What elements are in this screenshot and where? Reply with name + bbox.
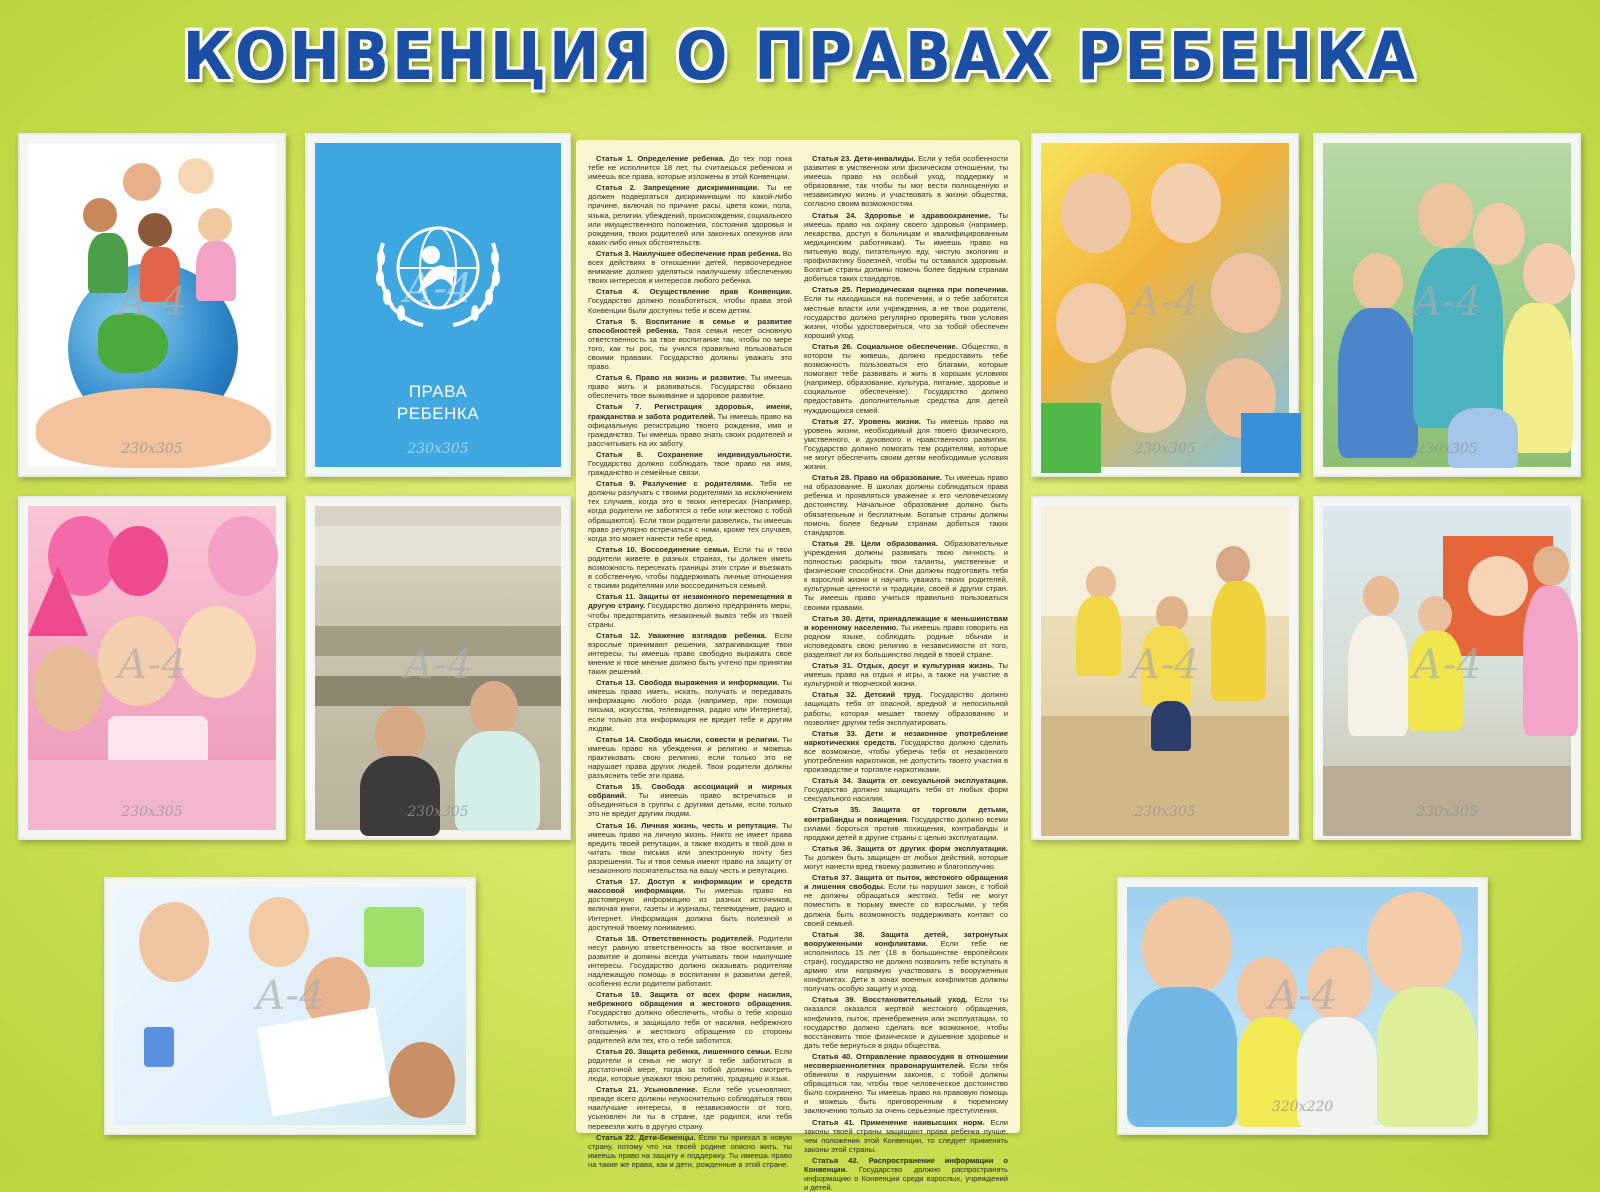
article-body: Ты имеешь право на охрану своего здоровья (например, лекарства, доступ к больницам и квалифицированным медицинским работникам). Ты имеешь право на питьевую воду, питательную еду, чистую экологию и профилактику болезней, чтобы ты оставался здоровым. Богатые страны должны помочь более бедным странам добиться таких стандартов.	[804, 210, 1009, 284]
article-paragraph	[804, 844, 1008, 871]
article-body: Если взрослые принимают решения, затрагивающие твои интересы, ты имеешь право свободно выражать свое мнение и твое мнение должно быть учтено при принятии таких решений.	[588, 630, 792, 677]
article-heading: Статья 25. Периодическая оценка при попечении.	[812, 285, 1008, 295]
article-paragraph	[588, 877, 792, 932]
photo-frame-unicef	[305, 133, 571, 477]
article-heading: Статья 26. Социальное обеспечение.	[812, 341, 958, 351]
article-body: Государство должно защищать тебя от любых форм сексуального насилия.	[804, 785, 1008, 804]
article-paragraph	[588, 479, 792, 543]
article-body: Если законы твоей страны защищают права ребенка лучше, чем положения этой Конвенции, то следует применять законы этой страны.	[804, 1117, 1008, 1154]
article-body: Если ты и твои родители живете в разных странах, ты должен иметь возможность пересекать границы этих стран и въезжать в собственную, чтобы поддерживать личные отношения с твоими родителями или воссоединиться семьей.	[588, 544, 792, 591]
article-heading: Статья 14. Свобода мысли, совести и религии.	[596, 734, 780, 744]
article-heading: Статья 19. Защита от всех форм насилия, небрежного обращения и жестокого обращения.	[588, 990, 792, 1009]
article-paragraph	[804, 729, 1008, 774]
article-body: До тех пор пока тебе не исполнится 18 лет, ты считаешься ребенком и имеешь все права, которые изложены в этой Конвенции.	[588, 154, 792, 182]
article-paragraph	[804, 285, 1008, 340]
article-body: Ты имеешь право на образование. В школах должны соблюдаться права ребенка и проявляться уважение к его человеческому достоинству. Начальное образование должно быть обязательным и бесплатным. Богатые страны должны помочь более бедным странам добиться таких стандартов.	[804, 473, 1009, 537]
article-body: Образовательные учреждения должны развивать твою личность и полностью раскрыть твои таланты, умственные и физические способности. Они должны подготовить тебя к взрослой жизни и научить уважать твоих родителей, культурные ценности и традиции, своей и других стран. Ты имеешь право учиться правильно пользоваться своими правами.	[804, 538, 1008, 612]
article-body: Если тебе не исполнилось 15 лет (18 в большинстве европейских стран), государство не должно позволить тебе вступать в армию или напрямую участвовать в вооруженных конфликтах. Дети в зонах военных конфликтов должны получать особую защиту и уход.	[804, 938, 1008, 994]
article-heading: Статья 39. Восстановительный уход.	[812, 995, 968, 1005]
article-paragraph	[588, 287, 792, 314]
poster-label-line2: РЕБЕНКА	[396, 404, 480, 423]
article-heading: Статья 41. Применение наивысших норм.	[812, 1117, 985, 1127]
article-heading: Статья 34. Защита от сексуальной эксплуатации.	[812, 776, 1008, 786]
article-body: Государство должно обеспечить, чтобы о тебе хорошо заботились, и защищало тебя от насилия, небрежного отношения и жестокого обращения со стороны родителей или тех, кто о тебе заботится.	[588, 1008, 792, 1045]
article-heading: Статья 1. Определение ребенка.	[596, 154, 726, 163]
size-label: 230x305	[121, 804, 183, 820]
article-heading: Статья 35. Защита от торговли детьми, контрабанды и похищения.	[804, 805, 1008, 824]
article-body: Ты имеешь право на личную жизнь. Никто не имеет права вредить твоей репутации, а также входить в твой дом и читать твои письма или электронную почту без разрешения. Ты и твоя семья имеют право на защиту от незаконного посягательства на вашу честь и репутацию.	[588, 820, 792, 876]
size-label: 320x220	[1271, 1099, 1334, 1115]
size-label: 230x305	[1134, 804, 1196, 820]
size-label: 230x305	[407, 441, 469, 457]
article-heading: Статья 23. Дети-инвалиды.	[812, 154, 916, 163]
article-paragraph	[804, 873, 1008, 928]
article-paragraph	[588, 402, 792, 447]
article-paragraph	[588, 631, 792, 676]
article-body: Если родители и семья не могут о тебе заботиться в достаточной мере, тогда за тобой должны смотреть люди, которые уважают твою религию, традицию и язык.	[588, 1046, 793, 1084]
article-paragraph	[588, 183, 792, 247]
article-body: Государство должно распространять информацию о Конвенции среди взрослых, учреждений и детей.	[804, 1165, 1008, 1192]
article-heading: Статья 37. Защита от пыток, жестокого обращения и лишения свободы.	[804, 873, 1008, 892]
article-body: Ты не должен подвергаться дискриминации по какой-либо причине, включая по причине расы, цвета кожи, пола, языка, религии, убеждений, происхождения, социального или имущественного положения, состояния здоровья и рождения, твоих родителей или законных опекунов или каких-либо иных обстоятельств.	[588, 183, 792, 247]
article-heading: Статья 32. Детский труд.	[812, 690, 923, 700]
watermark: А-4	[1130, 642, 1200, 689]
article-heading: Статья 17. Доступ к информации и средств массовой информации.	[588, 877, 792, 896]
article-paragraph	[804, 614, 1008, 659]
article-paragraph	[804, 417, 1008, 472]
photo-frame-kids-table	[104, 877, 476, 1135]
article-paragraph	[588, 545, 792, 590]
article-body: Во всех действиях в отношении детей, первоочередное внимание должно уделяться наилучшему обеспечению твоих интересов и интересов любого ребенка.	[588, 248, 792, 286]
article-heading: Статья 38. Защита детей, затронутых вооруженными конфликтами.	[804, 929, 1008, 948]
article-heading: Статья 27. Уровень жизни.	[812, 416, 921, 426]
article-body: Государство должно сделать все возможное, чтобы уберечь тебя от незаконного употребления наркотиков, не допустить твоего участия в производстве и торговле наркотиками.	[804, 737, 1008, 775]
articles-column-left	[588, 154, 793, 1169]
photo-frame-classroom	[305, 496, 571, 840]
article-heading: Статья 42. Распространение информации о Конвенции.	[804, 1155, 1008, 1175]
article-heading: Статья 30. Дети, принадлежащие к меньшинствам и коренному населению.	[804, 613, 1008, 632]
watermark: А-4	[1412, 279, 1482, 326]
article-body: Ты имеешь право на отдых и игры, а также на участие в культурной и творческой жизни.	[804, 661, 1008, 689]
article-body: Если ты оказался оказался жертвой жестокого обращения, конфликта, пыток, пренебрежения или эксплуатации, то государство должно сделать все возможное, чтобы восстановить твое физическое и душевное здоровье и дать тебе вернуться в ряды общества.	[804, 995, 1008, 1050]
article-heading: Статья 28. Право на образование.	[812, 473, 943, 483]
watermark: А-4	[255, 972, 325, 1019]
article-paragraph	[804, 995, 1008, 1050]
photo-frame-kids-looking-down	[1117, 877, 1488, 1135]
article-heading: Статья 3. Наилучшее обеспечение прав ребенка.	[596, 248, 781, 258]
size-label: 230x305	[121, 441, 183, 457]
watermark: А-4	[403, 642, 473, 689]
article-heading: Статья 2. Запрещение дискриминации.	[596, 183, 760, 193]
article-body: Если ты находишься на попечении, и о тебе заботятся местные власти или учреждения, а не твои родители, государство должно регулярно проверять твои условия жизни, чтобы удостовериться, что за тобой обеспечен хороший уход.	[804, 294, 1008, 340]
article-paragraph	[804, 342, 1008, 415]
article-paragraph	[588, 990, 792, 1045]
article-body: Общество, в котором ты живешь, должно предоставить тебе возможность пользоваться его благами, которые помогают тебе развивать и жить в хороших условиях (например, образование, культура, питание, здоровье и социальное обеспечение). Государство должно предоставить дополнительные средства для детей нуждающихся семей.	[804, 341, 1009, 415]
article-paragraph	[588, 735, 792, 780]
watermark: А-4	[403, 266, 473, 313]
article-body: Твоя семья несет основную ответственность за твое воспитание так, чтобы по мере того, как ты рос, ты учился правильно пользоваться своими правами. Государство должны уважать это право.	[588, 325, 792, 372]
article-body: Ты имеешь право встречаться и объединяться в группы с другими детьми, если только это не вредит другим людям.	[588, 791, 792, 819]
article-heading: Статья 6. Право на жизнь и развитие.	[596, 373, 748, 383]
article-paragraph	[804, 776, 1008, 803]
convention-text-panel	[576, 140, 1020, 1192]
article-paragraph	[804, 154, 1008, 209]
article-paragraph	[804, 1052, 1008, 1116]
article-body: Государство должно защищать тебя от опасной, вредной и непосильной работы, которая мешает твоему образованию и позволяет другим тебя эксплуатировать.	[804, 690, 1008, 727]
article-heading: Статья 21. Усыновление.	[596, 1085, 698, 1095]
article-heading: Статья 33. Дети и незаконное употребление наркотических средств.	[804, 728, 1008, 747]
watermark: А-4	[1267, 972, 1338, 1019]
article-heading: Статья 29. Цели образования.	[812, 538, 938, 548]
photo-frame-globe	[18, 133, 286, 477]
article-paragraph	[804, 690, 1008, 726]
article-heading: Статья 12. Уважение взглядов ребенка.	[596, 630, 767, 640]
articles-column-right	[804, 154, 1009, 1192]
article-body: Если у тебя особенности развития в умственном или физическом отношении, ты имеешь право на особый уход, поддержку и образование, так чтобы ты мог вести полноценную и независимую жизнь и участвовать в жизни общества, согласно своим возможностям.	[804, 154, 1008, 209]
article-heading: Статья 15. Свобода ассоциаций и мирных собраний.	[588, 782, 792, 801]
article-heading: Статья 31. Отдых, досуг и культурная жизнь.	[812, 661, 995, 671]
article-paragraph	[804, 1118, 1008, 1154]
article-body: Если ты приехал в новую страну, потому что на твоей родине опасно жить, ты имеешь право на защиту и поддержку. Ты имеешь право на такие же права, как и дети, рожденные в этой стране.	[588, 1132, 793, 1169]
article-body: Тебя не должны разлучать с твоими родителями за исключением тех случаев, когда это в твоих интересах (Например, когда родители не заботятся о тебе или жестоко с тобой обращаются). Если твои родители развелись, ты имеешь право регулярно встречаться с ними, кроме тех случаев, когда это может нанести тебе вред.	[588, 479, 792, 543]
article-paragraph	[588, 934, 792, 989]
article-body: Ты должен быть защищен от любых действий, которые могут нанести вред твоему развитию и благополучию.	[804, 852, 1008, 872]
article-paragraph	[588, 154, 792, 181]
article-heading: Статья 8. Сохранение индивидуальности.	[596, 449, 792, 459]
article-body: Государство должно предпринять меры, чтобы предотвратить незаконный вывоз тебя из твоей страны.	[588, 601, 792, 629]
article-paragraph	[804, 661, 1008, 688]
poster-label-line1: ПРАВА	[408, 382, 468, 401]
article-body: Ты имеешь право на убеждения и религию и можешь практиковать свою религию, если только это не нарушает права других людей. Твои родители должны разъяснить тебе эти права.	[588, 734, 792, 781]
poster-label	[315, 381, 561, 425]
article-heading: Статья 40. Отправление правосудия в отношении несовершеннолетних правонарушителей.	[804, 1051, 1008, 1070]
article-heading: Статья 9. Разлучение с родителями.	[596, 479, 753, 489]
article-body: Ты имеешь право жить и развиваться. Государство обязано обеспечить твое выживание и здоровое развитие.	[588, 373, 792, 401]
article-paragraph	[588, 1047, 792, 1083]
article-heading: Статья 4. Осуществление прав Конвенции.	[596, 287, 792, 297]
size-label: 230x305	[407, 804, 469, 820]
article-heading: Статья 22. Дети-беженцы.	[596, 1132, 696, 1142]
article-paragraph	[588, 1085, 792, 1130]
article-paragraph	[804, 930, 1008, 994]
article-heading: Статья 36. Защита от других форм эксплуатации.	[812, 843, 1008, 853]
article-body: Государство должно соблюдать твое право на имя, гражданство и семейные связи.	[588, 459, 792, 478]
article-heading: Статья 20. Защита ребенка, лишенного семьи.	[596, 1046, 773, 1056]
article-paragraph	[588, 450, 792, 477]
article-paragraph	[588, 373, 792, 400]
size-label: 230x305	[1416, 804, 1478, 820]
article-body: Ты имеешь право говорить на родном языке, соблюдать родные обычаи и исповедовать свою религию в независимости от того, разделяют ли их большинство людей в твоей стране.	[804, 622, 1008, 659]
watermark: А-4	[117, 279, 187, 326]
article-body: Ты имеешь право на официальную регистрацию твоего рождения, имя и гражданство. Ты имеешь право знать своих родителей и рассчитывать на их заботу.	[588, 411, 792, 448]
article-body: Если тебе усыновляют, прежде всего должны неукоснительно соблюдаться твои наилучшие интересы, в независимости от того, усыновлен ли ты в стране, где родился, или тебя перевезли жить в другую страну.	[588, 1085, 792, 1131]
article-paragraph	[588, 1133, 792, 1169]
article-body: Ты имеешь право иметь, искать, получать и передавать информацию любого рода (например, при помощи письма, искусства, телевидения, радио или Интернета), если только эта информация не вредит тебе и другим людям.	[588, 678, 792, 733]
article-body: Если тебя обвинили в нарушении законов, с тобой должны обращаться так, чтобы твое человеческое достоинство было сохранено. Ты имеешь право на правовую помощь и можешь быть приговоренным к тюремному заключению только за очень серьезные преступления.	[804, 1061, 1008, 1116]
article-paragraph	[588, 821, 792, 876]
article-body: Государство должно позаботиться, чтобы права этой Конвенции были доступны тебе и всем детям.	[588, 296, 792, 315]
article-paragraph	[588, 782, 792, 818]
size-label: 230x305	[1416, 441, 1478, 457]
article-heading: Статья 7. Регистрация здоровья, имени, гражданства и забота родителей.	[588, 402, 792, 421]
article-paragraph	[804, 211, 1008, 284]
article-paragraph	[804, 473, 1008, 537]
watermark: А-4	[1130, 279, 1200, 326]
article-heading: Статья 11. Защиты от незаконного перемещения в другую страну.	[588, 592, 792, 611]
photo-frame-festival	[1313, 496, 1581, 840]
article-body: Родители несут равную ответственность за твое воспитание и развитие и должны всегда учитывать твои наилучшие интересы. Государство должно оказывать родителям надлежащую помощь в воспитании и развитии детей, особенно если родители работают.	[588, 933, 792, 989]
watermark: А-4	[117, 642, 187, 689]
watermark: А-4	[1412, 642, 1482, 689]
article-paragraph	[588, 678, 792, 733]
article-heading: Статья 5. Воспитание в семье и развитие способностей ребенка.	[588, 316, 792, 335]
article-body: Если ты нарушил закон, с тобой не должны обращаться жестоко. Тебя не могут поместить в тюрьму вместе со взрослыми, у тебя должна быть возможность поддерживать контакт со своей семьей.	[804, 882, 1008, 928]
article-paragraph	[804, 539, 1008, 612]
article-paragraph	[588, 317, 792, 372]
article-body: Ты имеешь право на достоверную информацию из разных источников, включая книги, газеты и журналы, телевидение, радио и Интернет. Информация должна быть полезной и доступной твоему пониманию.	[588, 886, 792, 932]
article-heading: Статья 24. Здоровье и здравоохранение.	[812, 210, 991, 220]
article-heading: Статья 13. Свобода выражения и информации.	[596, 678, 780, 688]
article-heading: Статья 16. Личная жизнь, честь и репутация.	[596, 820, 779, 830]
article-paragraph	[804, 1156, 1008, 1192]
size-label: 230x305	[1134, 441, 1196, 457]
article-paragraph	[588, 592, 792, 628]
poster-title: КОНВЕНЦИЯ О ПРАВАХ РЕБЕНКА	[182, 18, 1418, 95]
photo-frame-circle-kids	[1031, 133, 1299, 477]
article-paragraph	[588, 249, 792, 285]
photo-frame-gym	[1031, 496, 1299, 840]
article-heading: Статья 10. Воссоединение семьи.	[596, 544, 730, 554]
photo-frame-birthday	[18, 496, 286, 840]
photo-frame-family	[1313, 133, 1581, 477]
article-body: Государство должно всеми силами бороться против похищения, контрабанды и продажи детей в другие страны с целью эксплуатации.	[804, 814, 1008, 842]
article-heading: Статья 18. Ответственность родителей.	[596, 933, 754, 943]
article-body: Ты имеешь право на уровень жизни, необходимый для твоего физического, умственного, и духовного и нравственного развития. Государство должно помогать тем родителям, которые не могут обеспечить своим детям необходимые условия жизни.	[804, 416, 1008, 472]
article-paragraph	[804, 805, 1008, 841]
